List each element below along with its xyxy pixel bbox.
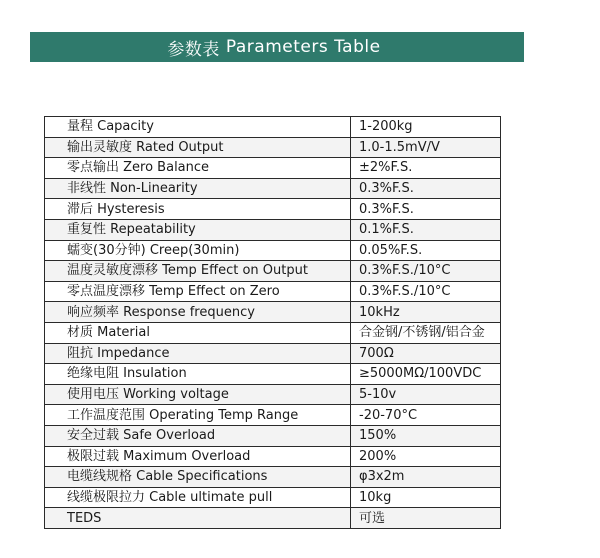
- table-row: [45, 425, 501, 446]
- param-label: 电缆线规格 Cable Specifications: [45, 467, 351, 488]
- table-row: [45, 281, 501, 302]
- param-value: 0.05%F.S.: [351, 240, 501, 261]
- table-row: [45, 199, 501, 220]
- table-row: [45, 364, 501, 385]
- table-row: [45, 487, 501, 508]
- table-row: [45, 137, 501, 158]
- param-value: 10kg: [351, 487, 501, 508]
- param-label: 滞后 Hysteresis: [45, 199, 351, 220]
- param-label: 蠕变(30分钟) Creep(30min): [45, 240, 351, 261]
- title-en: Parameters Table: [225, 37, 381, 57]
- param-value: 10kHz: [351, 302, 501, 323]
- param-value: 1-200kg: [351, 117, 501, 138]
- param-label: 绝缘电阻 Insulation: [45, 364, 351, 385]
- table-row: [45, 158, 501, 179]
- param-value: 0.3%F.S./10°C: [351, 281, 501, 302]
- param-value: ±2%F.S.: [351, 158, 501, 179]
- param-value: ≥5000MΩ/100VDC: [351, 364, 501, 385]
- param-label: 量程 Capacity: [45, 117, 351, 138]
- param-label: 阻抗 Impedance: [45, 343, 351, 364]
- param-label: 材质 Material: [45, 322, 351, 343]
- param-value: φ3x2m: [351, 467, 501, 488]
- param-value: 700Ω: [351, 343, 501, 364]
- param-label: 温度灵敏度漂移 Temp Effect on Output: [45, 261, 351, 282]
- table-row: [45, 178, 501, 199]
- param-value: 150%: [351, 425, 501, 446]
- param-value: 1.0-1.5mV/V: [351, 137, 501, 158]
- param-value: 0.3%F.S.: [351, 178, 501, 199]
- param-value: 可选: [351, 508, 501, 529]
- param-label: 输出灵敏度 Rated Output: [45, 137, 351, 158]
- table-row: [45, 322, 501, 343]
- param-value: 0.1%F.S.: [351, 219, 501, 240]
- param-label: TEDS: [45, 508, 351, 529]
- section-title-banner: [30, 32, 524, 62]
- table-row: [45, 261, 501, 282]
- table-row: [45, 405, 501, 426]
- parameters-table: [44, 116, 501, 529]
- table-row: [45, 467, 501, 488]
- param-value: 0.3%F.S.: [351, 199, 501, 220]
- param-value: 200%: [351, 446, 501, 467]
- table-row: [45, 343, 501, 364]
- table-row: [45, 508, 501, 529]
- table-row: [45, 384, 501, 405]
- table-row: [45, 219, 501, 240]
- param-label: 零点温度漂移 Temp Effect on Zero: [45, 281, 351, 302]
- param-label: 重复性 Repeatability: [45, 219, 351, 240]
- title-cn: 参数表: [167, 39, 220, 60]
- table-row: [45, 302, 501, 323]
- table-row: [45, 446, 501, 467]
- param-label: 使用电压 Working voltage: [45, 384, 351, 405]
- table-row: [45, 117, 501, 138]
- param-label: 极限过载 Maximum Overload: [45, 446, 351, 467]
- param-label: 工作温度范围 Operating Temp Range: [45, 405, 351, 426]
- param-value: 合金钢/不锈钢/铝合金: [351, 322, 501, 343]
- param-label: 响应频率 Response frequency: [45, 302, 351, 323]
- param-value: 5-10v: [351, 384, 501, 405]
- table-row: [45, 240, 501, 261]
- param-label: 线缆极限拉力 Cable ultimate pull: [45, 487, 351, 508]
- param-label: 零点输出 Zero Balance: [45, 158, 351, 179]
- param-label: 安全过载 Safe Overload: [45, 425, 351, 446]
- param-label: 非线性 Non-Linearity: [45, 178, 351, 199]
- param-value: -20-70°C: [351, 405, 501, 426]
- param-value: 0.3%F.S./10°C: [351, 261, 501, 282]
